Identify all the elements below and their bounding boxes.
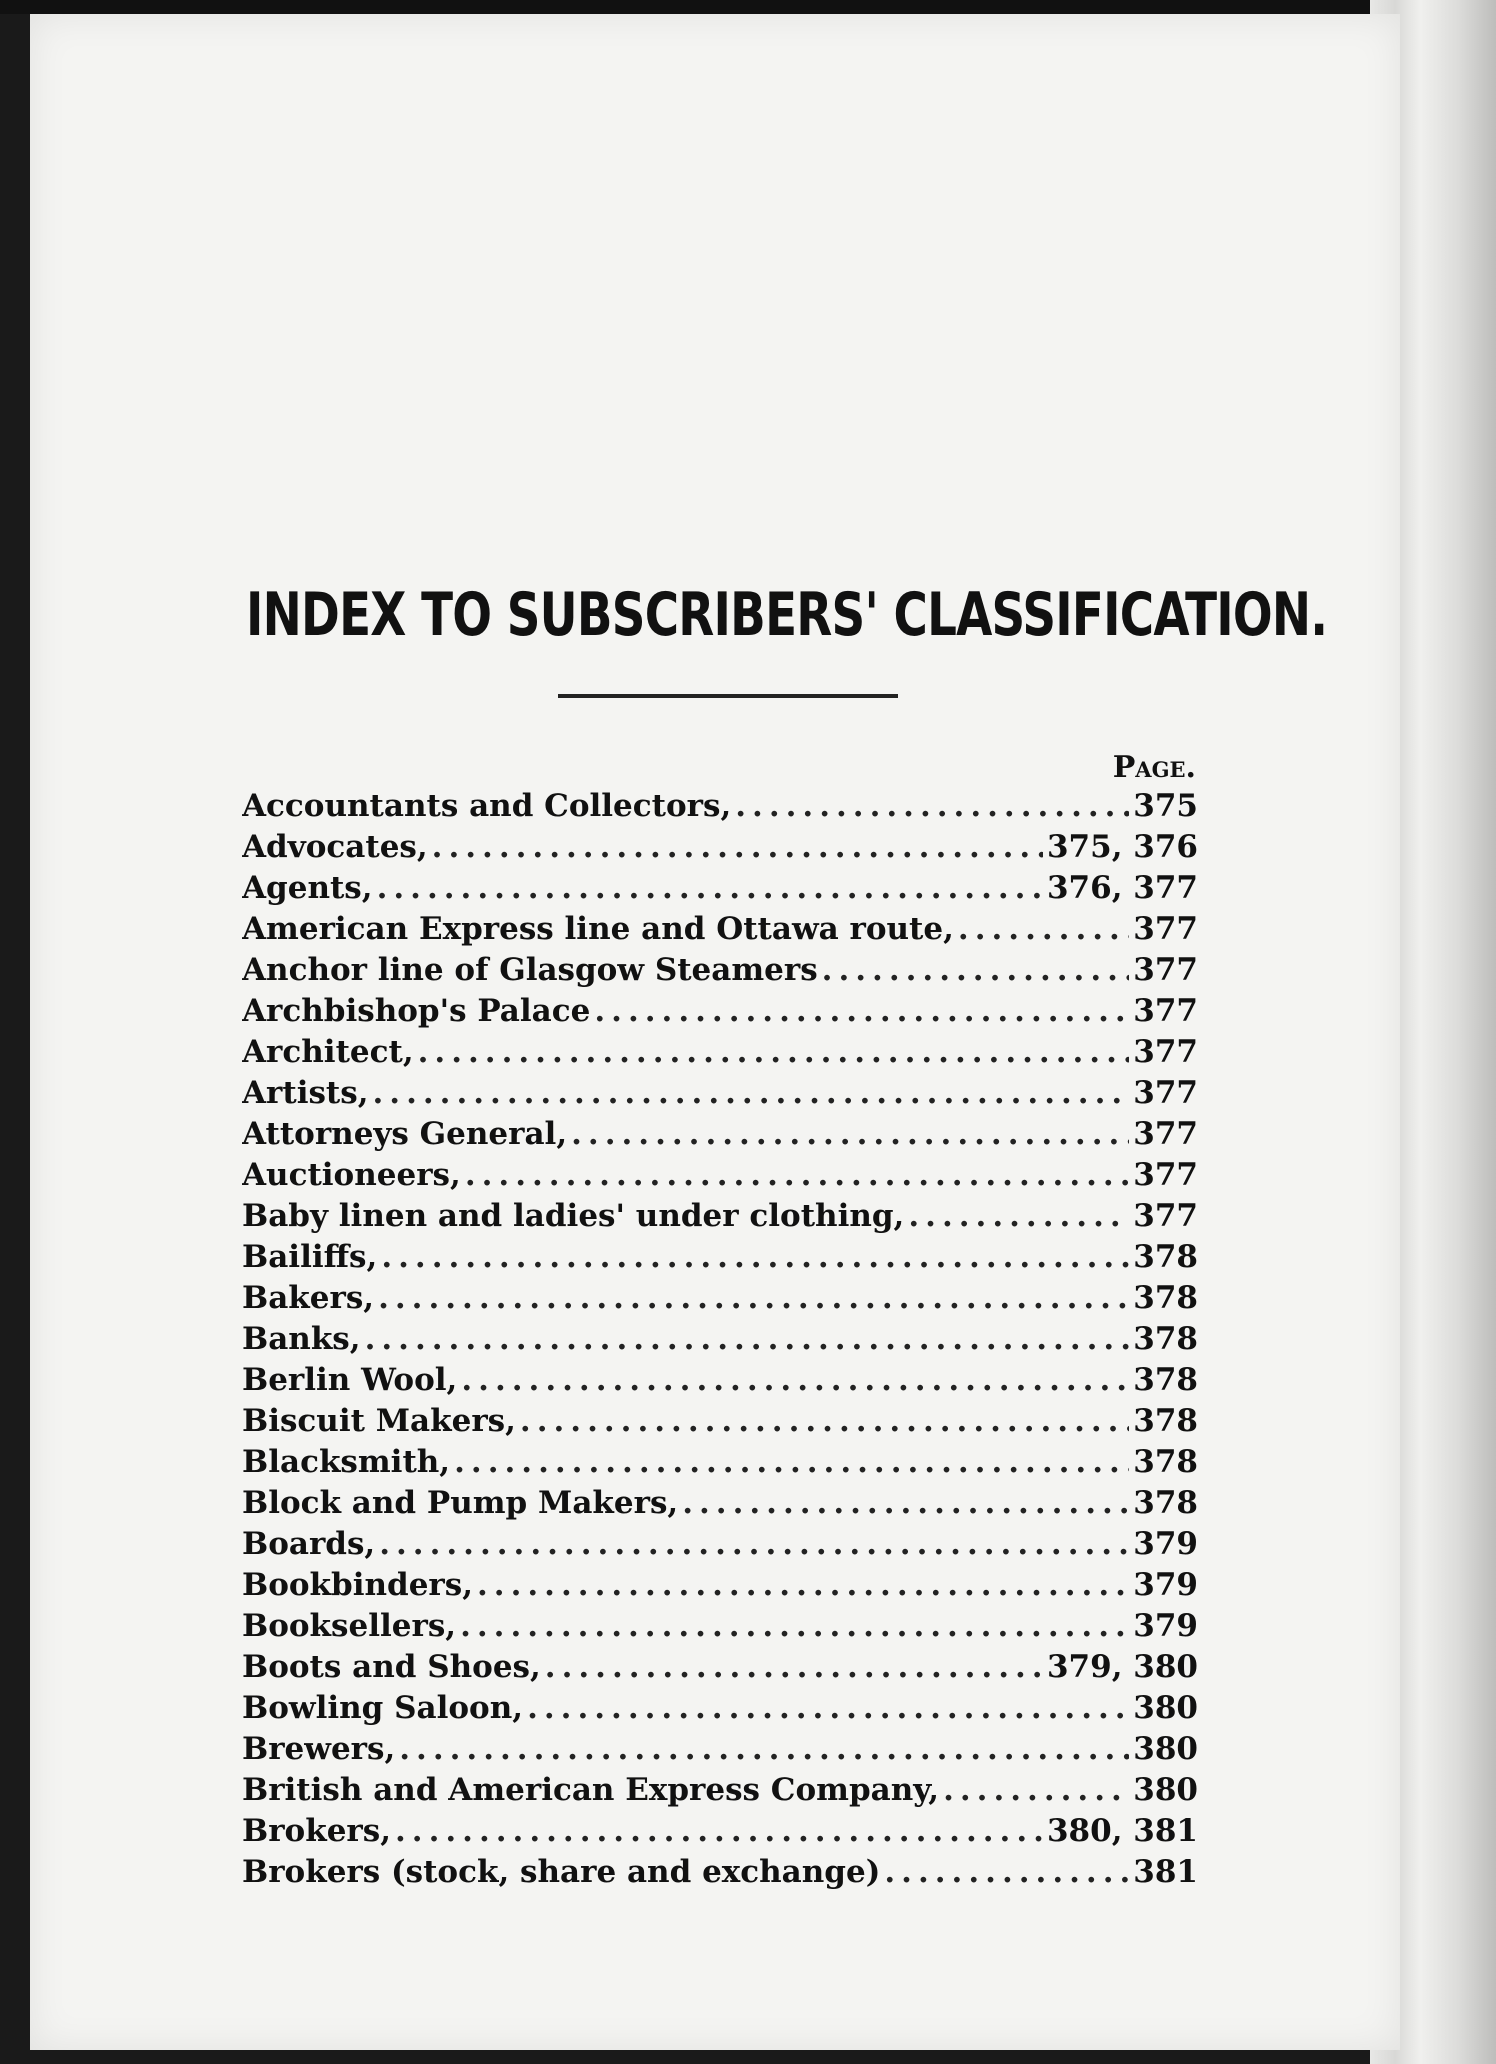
entry-name: Advocates, <box>242 829 428 865</box>
dot-leader <box>378 1280 1129 1316</box>
entry-name: Biscuit Makers, <box>242 1403 516 1439</box>
entry-page-number: 378 <box>1133 1403 1198 1439</box>
index-entry <box>242 1731 1198 1772</box>
entry-page-number: 377 <box>1133 993 1198 1029</box>
entry-page-number: 377 <box>1133 952 1198 988</box>
index-entry <box>242 1116 1198 1157</box>
dot-leader <box>381 1239 1129 1275</box>
entry-page-number: 375 <box>1133 788 1198 824</box>
entry-name: Brokers (stock, share and exchange) <box>242 1854 881 1890</box>
index-entry <box>242 1321 1198 1362</box>
entry-page-number: 380, 381 <box>1046 1813 1198 1849</box>
entry-page-number: 378 <box>1133 1321 1198 1357</box>
dot-leader <box>465 1157 1129 1193</box>
entry-page-number: 380 <box>1133 1690 1198 1726</box>
entry-name: Auctioneers, <box>242 1157 461 1193</box>
entry-name: Brokers, <box>242 1813 391 1849</box>
entry-page-number: 379 <box>1133 1608 1198 1644</box>
index-entry <box>242 788 1198 829</box>
entry-name: Baby linen and ladies' under clothing, <box>242 1198 905 1234</box>
index-entry <box>242 1485 1198 1526</box>
index-entry <box>242 1813 1198 1854</box>
entry-page-number: 377 <box>1133 1034 1198 1070</box>
index-entry <box>242 1567 1198 1608</box>
entry-name: Bowling Saloon, <box>242 1690 524 1726</box>
page-title: INDEX TO SUBSCRIBERS' CLASSIFICATION. <box>246 580 1328 650</box>
dot-leader <box>432 829 1043 865</box>
entry-page-number: 377 <box>1133 1198 1198 1234</box>
entry-page-number: 378 <box>1133 1280 1198 1316</box>
dot-leader <box>943 1772 1129 1808</box>
dot-leader <box>958 911 1129 947</box>
dot-leader <box>477 1567 1129 1603</box>
entry-name: Berlin Wool, <box>242 1362 458 1398</box>
index-entry <box>242 1362 1198 1403</box>
index-entry <box>242 1608 1198 1649</box>
entry-name: Accountants and Collectors, <box>242 788 732 824</box>
index-entry <box>242 1198 1198 1239</box>
dot-leader <box>460 1608 1129 1644</box>
dot-leader <box>908 1198 1129 1234</box>
index-entry <box>242 1157 1198 1198</box>
entry-page-number: 380 <box>1133 1772 1198 1808</box>
entry-name: Booksellers, <box>242 1608 457 1644</box>
dot-leader <box>399 1731 1129 1767</box>
entry-name: Anchor line of Glasgow Steamers <box>242 952 818 988</box>
index-entry <box>242 829 1198 870</box>
entry-page-number: 380 <box>1133 1731 1198 1767</box>
index-entry <box>242 1526 1198 1567</box>
title-rule <box>558 694 898 698</box>
entry-page-number: 378 <box>1133 1239 1198 1275</box>
dot-leader <box>373 1075 1130 1111</box>
entry-name: British and American Express Company, <box>242 1772 940 1808</box>
dot-leader <box>822 952 1130 988</box>
index-entry <box>242 1690 1198 1731</box>
dot-leader <box>594 993 1129 1029</box>
index-entry <box>242 952 1198 993</box>
entry-name: Bailiffs, <box>242 1239 378 1275</box>
entry-page-number: 377 <box>1133 1075 1198 1111</box>
dot-leader <box>365 1321 1130 1357</box>
page-column-heading: Page. <box>1112 750 1196 785</box>
dot-leader <box>527 1690 1129 1726</box>
dot-leader <box>545 1649 1043 1685</box>
index-entry <box>242 1075 1198 1116</box>
index-entry <box>242 1854 1198 1895</box>
index-entry <box>242 1444 1198 1485</box>
entry-page-number: 381 <box>1133 1854 1198 1890</box>
dot-leader <box>520 1403 1129 1439</box>
entry-page-number: 378 <box>1133 1485 1198 1521</box>
entry-page-number: 377 <box>1133 1157 1198 1193</box>
dot-leader <box>395 1813 1043 1849</box>
entry-name: Blacksmith, <box>242 1444 451 1480</box>
entry-name: Block and Pump Makers, <box>242 1485 679 1521</box>
entry-name: Attorneys General, <box>242 1116 568 1152</box>
dot-leader <box>884 1854 1129 1890</box>
entry-page-number: 378 <box>1133 1444 1198 1480</box>
index-entry <box>242 1403 1198 1444</box>
entry-page-number: 378 <box>1133 1362 1198 1398</box>
entry-name: Boards, <box>242 1526 376 1562</box>
index-entry <box>242 1649 1198 1690</box>
entry-page-number: 379, 380 <box>1046 1649 1198 1685</box>
entry-name: American Express line and Ottawa route, <box>242 911 954 947</box>
dot-leader <box>682 1485 1129 1521</box>
entry-page-number: 375, 376 <box>1046 829 1198 865</box>
dot-leader <box>461 1362 1129 1398</box>
entry-name: Boots and Shoes, <box>242 1649 541 1685</box>
dot-leader <box>735 788 1129 824</box>
index-entry <box>242 993 1198 1034</box>
dot-leader <box>379 1526 1129 1562</box>
index-entry <box>242 1772 1198 1813</box>
entry-name: Agents, <box>242 870 373 906</box>
index-entry <box>242 1034 1198 1075</box>
index-list <box>242 788 1198 1895</box>
index-entry <box>242 911 1198 952</box>
entry-name: Brewers, <box>242 1731 396 1767</box>
dot-leader <box>418 1034 1130 1070</box>
index-entry <box>242 870 1198 911</box>
entry-name: Architect, <box>242 1034 414 1070</box>
dot-leader <box>454 1444 1129 1480</box>
entry-page-number: 377 <box>1133 911 1198 947</box>
entry-name: Artists, <box>242 1075 369 1111</box>
dot-leader <box>571 1116 1129 1152</box>
entry-page-number: 379 <box>1133 1567 1198 1603</box>
top-edge <box>0 0 1496 14</box>
entry-name: Banks, <box>242 1321 361 1357</box>
dot-leader <box>377 870 1043 906</box>
entry-page-number: 377 <box>1133 1116 1198 1152</box>
entry-name: Bakers, <box>242 1280 375 1316</box>
entry-page-number: 379 <box>1133 1526 1198 1562</box>
index-entry <box>242 1239 1198 1280</box>
entry-name: Archbishop's Palace <box>242 993 591 1029</box>
entry-name: Bookbinders, <box>242 1567 474 1603</box>
entry-page-number: 376, 377 <box>1046 870 1198 906</box>
index-entry <box>242 1280 1198 1321</box>
